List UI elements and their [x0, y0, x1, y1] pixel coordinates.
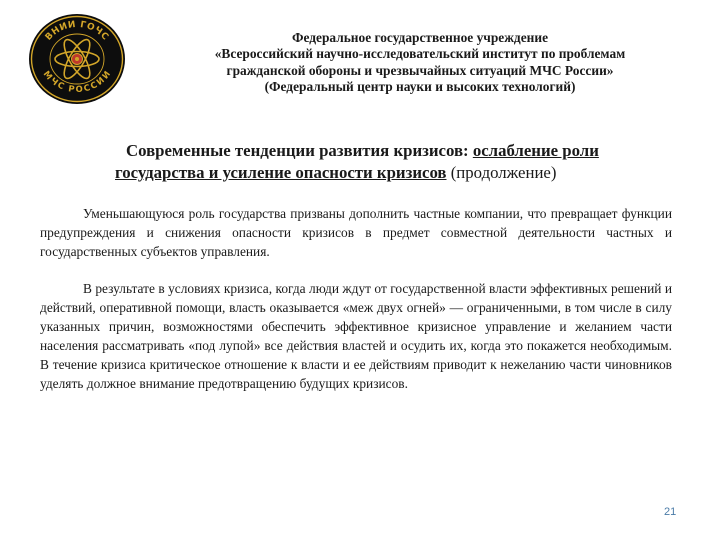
paragraph-2: В результате в условиях кризиса, когда люди ждут от государственной власти эффективных решений и действий, оперативной помощи, власть оказывается «меж двух огней» — ограниченными, в том числе в силу указанных причин, возможностями обеспечить эффективное кризисное управление и желанием части населения рассматривать «под лупой» все действия властей и осудить их, когда это покажется необходимым. В течение кризиса критическое отношение к власти и ее действиям приводит к нежеланию части чиновников уделять должное внимание предотвращению будущих кризисов.: [40, 281, 672, 391]
institute-logo: [27, 12, 127, 106]
page-number: 21: [664, 506, 677, 518]
title-part-2: ослабление роли: [472, 141, 599, 160]
organization-header: [140, 30, 700, 96]
header-line: Федеральное государственное учреждение: [291, 30, 549, 45]
paragraph-1: Уменьшающуюся роль государства призваны дополнить частные компании, что превращает функции предупреждения и снижения опасности кризисов в предмет совместной деятельности частных и государственных субъектов управления.: [40, 206, 672, 259]
title-part-4: (продолжение): [450, 163, 557, 182]
header-line: гражданской обороны и чрезвычайных ситуаций МЧС России»: [226, 62, 614, 78]
title-part-1: Современные тенденции развития кризисов:: [126, 141, 469, 160]
logo-text-bottom: МЧС РОССИИ: [40, 69, 114, 96]
logo-text-top: ВНИИ ГОЧС: [43, 19, 111, 43]
section-title: [70, 140, 690, 184]
title-part-3: государства и усиление опасности кризисов: [115, 163, 447, 182]
atom-emblem-icon: [27, 12, 127, 106]
header-line: (Федеральный центр науки и высоких технологий): [264, 79, 576, 95]
header-line: «Всероссийский научно-исследовательский институт по проблемам: [214, 46, 626, 62]
